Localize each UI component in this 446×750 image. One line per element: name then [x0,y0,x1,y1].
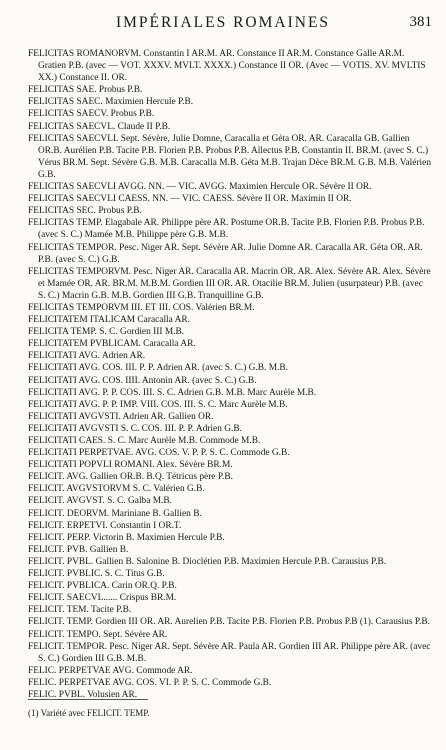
entry: FELICITAS SAECVLI AVGG. NN. — VIC. AVGG. Maximien Hercule OR. Sévère II OR. [28,182,372,193]
entry: FELIC. PERPETVAE AVG. COS. VI. P. P. S. C. Commode G.B. [28,677,272,688]
entry: FELICITATI AVG. P. P. IMP. VIII. COS. III. S. C. Marc Aurèle M.B. [28,399,288,410]
entry: FELICIT. TEMPO. Sept. Sévère AR. [28,629,168,640]
entry: FELICITAS SAECVLI CAESS. NN. — VIC. CAESS. Sévère II OR. Maximin II OR. [28,194,352,205]
entry: FELICIT. AVG. Gallien OR.B. B.Q. Tétricus père P.B. [28,472,233,483]
page-number: 381 [409,14,432,30]
entry: FELIC. PERPETVAE AVG. Commode AR. [28,665,193,676]
entry: FELICIT. DEORVM. Mariniane B. Gallien B. [28,508,202,519]
entry: FELICIT. PVB. Gallien B. [28,544,129,555]
entry: FELICIT. PVBLICA. Carin OR.Q. P.B. [28,581,177,592]
entry: FELIC. PVBL. Volusien AR. [28,689,138,700]
entry: FELICIT. PERP. Victorin B. Maximien Hercule P.B. [28,532,225,543]
entry: FELICIT. AVGVSTORVM S. C. Valérien G.B. [28,484,205,495]
entry: FELICITATI AVG. COS. III. P. P. Adrien AR. (avec S. C.) G.B. M.B. [28,363,289,374]
entry: FELICITA TEMP. S. C. Gordien III M.B. [28,327,185,338]
footnote: (1) Variété avec FELICIT. TEMP. [28,708,150,718]
entry: FELICITAS SAECVL. Claude II P.B. [28,121,171,132]
entry: FELICIT. PVBLIC. S. C. Titus G.B. [28,569,165,580]
legend-entries [28,48,432,701]
entry: FELICITAS TEMPORVM. Pesc. Niger AR. Caracalla AR. Macrin OR. AR. Alex. Sévère AR. Alex. Sévère et Mamée OR. AR. BR.M. M.B.M. Gordien III OR. AR. Otacilie BR.M. Julien (usurpateur) P.B. (avec S. C.) Macrin G.B. M.B. Gordien III G.B. Tranquilline G.B. [28,266,431,301]
entry: FELICITATI AVGVSTI. Adrien AR. Gallien OR. [28,411,214,422]
entry: FELICITATI CAES. S. C. Marc Aurèle M.B. Commode M.B. [28,436,261,446]
entry: FELICITATI AVGVSTI S. C. COS. III. P. P. Adrien G.B. [28,423,242,434]
entry: FELICITATI AVG. Adrien AR. [28,351,146,362]
entry: FELICIT. AVGVST. S. C. Galba M.B. [28,496,173,507]
entry: FELICIT. TEMP. Gordien III OR. AR. Aurelien P.B. Tacite P.B. Florien P.B. Probus P.B (1). Carausius P.B. [28,617,430,628]
entry: FELICIT. TEMPOR. Pesc. Niger AR. Sept. Sévère AR. Paula AR. Gordien III AR. Philippe père AR. (avec S. C.) Gordien III G.B. M.B. [28,641,431,664]
entry: FELICITATEM ITALICAM Caracalla AR. [28,315,191,326]
entry: FELICITAS TEMP. Elagabale AR. Philippe père AR. Postume OR.B. Tacite P.B. Florien P.B. Probus P.B. (avec S. C.) Mamée M.B. Philippe père G.B. M.B. [28,218,425,241]
entry: FELICITAS SAEC. Maximien Hercule P.B. [28,97,194,108]
entry: FELICITAS SEC. Probus P.B. [28,206,142,217]
entry: FELICIT. TEM. Tacite P.B. [28,605,132,616]
entry: FELICITATI AVG. P. P. COS. III. S. C. Adrien G.B. M.B. Marc Aurèle M.B. [28,387,317,398]
footnote-divider [28,699,148,700]
entry: FELICITATI AVG. COS. IIII. Antonin AR. (avec S. C.) G.B. [28,375,257,386]
entry: FELICITAS TEMPOR. Pesc. Niger AR. Sept. Sévère AR. Julie Domne AR. Caracalla AR. Géta OR. AR. P.B. (avec S. C.) G.B. [28,242,423,265]
page-header [0,14,446,36]
running-title: IMPÉRIALES ROMAINES [115,14,331,31]
entry: FELICITAS SAECVLI. Sept. Sévère, Julie Domne, Caracalla et Géta OR. AR. Caracalla GB. Gallien OR.B. Aurélien P.B. Tacite P.B. Florien P.B. Probus P.B. Allectus P.B. Constantin II. BR.M. (avec S. C.) Vérus BR.M. Sept. Sévère G.B. M.B. Caracalla M.B. Géta M.B. Trajan Dèce BR.M. G.B. M.B. Valérien G.B. [28,133,432,180]
entry: FELICIT. PVBL. Gallien B. Salonine B. Dioclétien P.B. Maximien Hercule P.B. Carausius P.B. [28,556,387,567]
entry: FELICITATI PERPETVAE. AVG. COS. V. P. P. S. C. Commode G.B. [28,448,290,459]
entry: FELICITATI POPVLI ROMANI. Alex. Sévère BR.M. [28,460,233,471]
entry: FELICIT. SAECVL...... Crispus BR.M. [28,593,177,604]
entry: FELICITAS TEMPORVM III. ET III. COS. Valérien BR.M. [28,302,255,313]
entry: FELICITAS SAE. Probus P.B. [28,85,143,96]
entry: FELICITAS ROMANORVM. Constantin I AR.M. AR. Constance II AR.M. Constance Galle AR.M. Gratien P.B. (avec — VOT. XXXV. MVLT. XXXX.) Constance II OR. (Avec — VOTIS. XV. MVLTIS XX.) Constance II. OR. [28,49,426,84]
entry: FELICITAS SAECV. Probus P.B. [28,109,155,120]
entry: FELICIT. ERPETVI. Constantin I OR.T. [28,520,182,531]
entry: FELICITATEM PVBLICAM. Caracalla AR. [28,339,196,350]
